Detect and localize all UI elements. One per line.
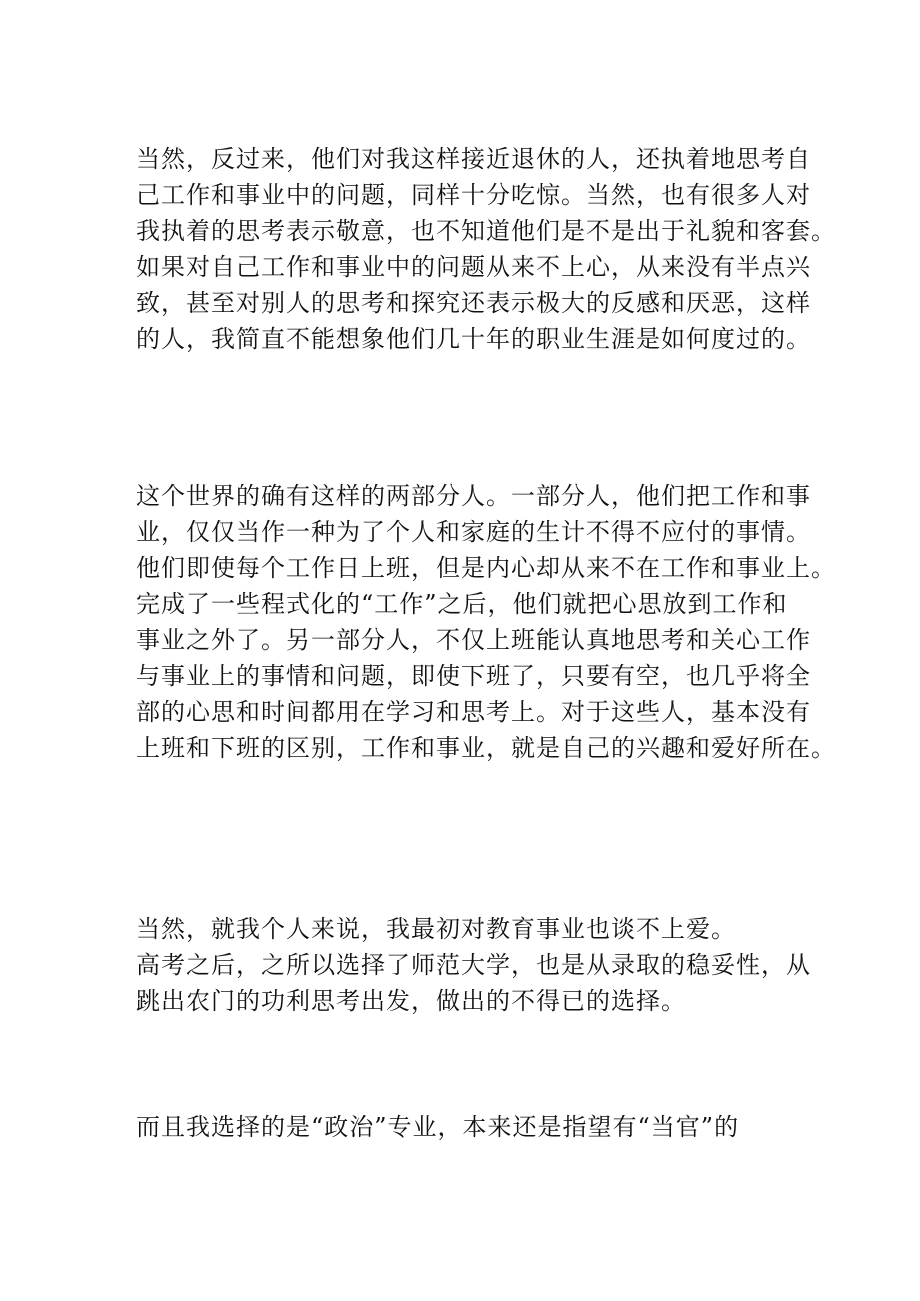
paragraph-line: 跳出农门的功利思考出发，做出的不得已的选择。 <box>136 987 686 1015</box>
paragraph-line: 部的心思和时间都用在学习和思考上。对于这些人，基本没有 <box>136 698 811 726</box>
paragraph-line: 己工作和事业中的问题，同样十分吃惊。当然，也有很多人对 <box>136 181 811 209</box>
paragraph-line: 致，甚至对别人的思考和探究还表示极大的反感和厌恶，这样 <box>136 289 811 317</box>
paragraph-line: 如果对自己工作和事业中的问题从来不上心，从来没有半点兴 <box>136 253 811 281</box>
paragraph-line: 而且我选择的是“政治”专业，本来还是指望有“当官”的 <box>136 1113 740 1141</box>
paragraph-line: 与事业上的事情和问题，即使下班了，只要有空，也几乎将全 <box>136 662 811 690</box>
paragraph-3 <box>136 911 836 1019</box>
paragraph-line: 这个世界的确有这样的两部分人。一部分人，他们把工作和事 <box>136 482 811 510</box>
paragraph-line: 上班和下班的区别，工作和事业，就是自己的兴趣和爱好所在。 <box>136 734 836 762</box>
paragraph-line: 事业之外了。另一部分人，不仅上班能认真地思考和关心工作 <box>136 626 811 654</box>
paragraph-line: 的人，我简直不能想象他们几十年的职业生涯是如何度过的。 <box>136 325 811 353</box>
paragraph-line: 我执着的思考表示敬意，也不知道他们是不是出于礼貌和客套。 <box>136 217 836 245</box>
paragraph-2 <box>136 478 836 766</box>
paragraph-1 <box>136 141 836 357</box>
paragraph-line: 高考之后，之所以选择了师范大学，也是从录取的稳妥性，从 <box>136 951 811 979</box>
paragraph-line: 完成了一些程式化的“工作”之后，他们就把心思放到工作和 <box>136 590 788 618</box>
paragraph-4 <box>136 1109 836 1145</box>
paragraph-line: 当然，就我个人来说，我最初对教育事业也谈不上爱。 <box>136 915 736 943</box>
paragraph-line: 业，仅仅当作一种为了个人和家庭的生计不得不应付的事情。 <box>136 518 811 546</box>
paragraph-line: 当然，反过来，他们对我这样接近退休的人，还执着地思考自 <box>136 145 811 173</box>
paragraph-line: 他们即使每个工作日上班，但是内心却从来不在工作和事业上。 <box>136 554 836 582</box>
